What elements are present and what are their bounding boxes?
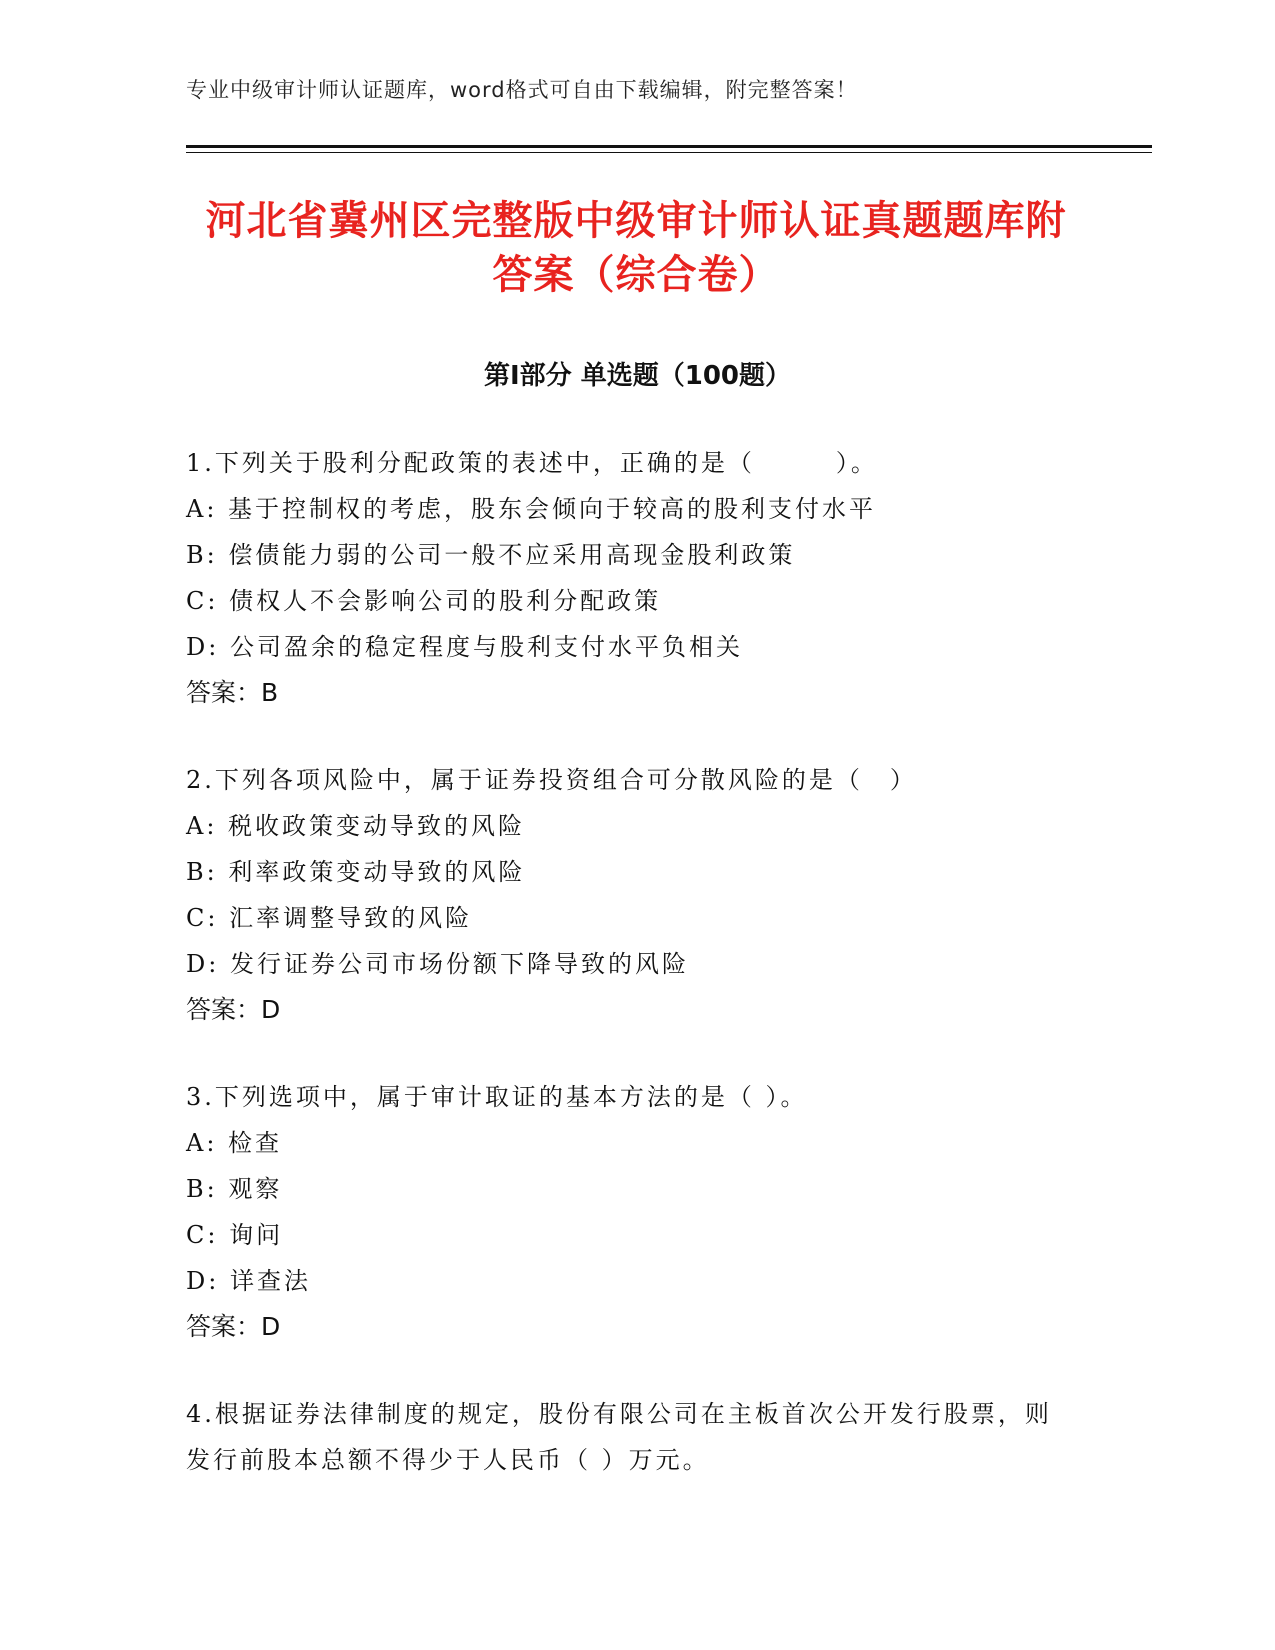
question-list	[186, 440, 1086, 1524]
answer-label: 答案：D	[186, 1312, 281, 1341]
header-divider-thick	[186, 145, 1152, 148]
option-b: B: 利率政策变动导致的风险	[186, 858, 526, 886]
option-d: D: 发行证券公司市场份额下降导致的风险	[186, 950, 689, 978]
option-d: D: 详查法	[186, 1267, 311, 1295]
option-d: D: 公司盈余的稳定程度与股利支付水平负相关	[186, 633, 743, 661]
question-stem: 2.下列各项风险中，属于证券投资组合可分散风险的是（ ）	[186, 766, 917, 794]
document-title: 河北省冀州区完整版中级审计师认证真题题库附答案（综合卷）	[205, 198, 1067, 298]
option-a: A: 基于控制权的考虑，股东会倾向于较高的股利支付水平	[186, 495, 877, 523]
answer-label: 答案：B	[186, 678, 279, 707]
header-divider-thin	[186, 152, 1152, 153]
answer-label: 答案：D	[186, 995, 281, 1024]
option-c: C: 汇率调整导致的风险	[186, 904, 473, 932]
option-c: C: 债权人不会影响公司的股利分配政策	[186, 587, 662, 615]
option-b: B: 偿债能力弱的公司一般不应采用高现金股利政策	[186, 541, 796, 569]
question-stem: 3.下列选项中，属于审计取证的基本方法的是（ ）。	[186, 1083, 808, 1111]
section-heading: 第Ⅰ部分 单选题（100题）	[484, 361, 791, 391]
question-3	[186, 1074, 1086, 1350]
question-1	[186, 440, 1086, 716]
question-4	[186, 1391, 1086, 1483]
option-c: C: 询问	[186, 1221, 284, 1249]
question-2	[186, 757, 1086, 1033]
option-b: B: 观察	[186, 1175, 283, 1203]
option-a: A: 税收政策变动导致的风险	[186, 812, 526, 840]
question-stem: 4.根据证券法律制度的规定，股份有限公司在主板首次公开发行股票，则发行前股本总额不得少于人民币（ ）万元。	[186, 1400, 1052, 1474]
header-note: 专业中级审计师认证题库，word格式可自由下载编辑，附完整答案！	[186, 78, 858, 102]
option-a: A: 检查	[186, 1129, 283, 1157]
question-stem: 1.下列关于股利分配政策的表述中，正确的是（ ）。	[186, 449, 878, 477]
